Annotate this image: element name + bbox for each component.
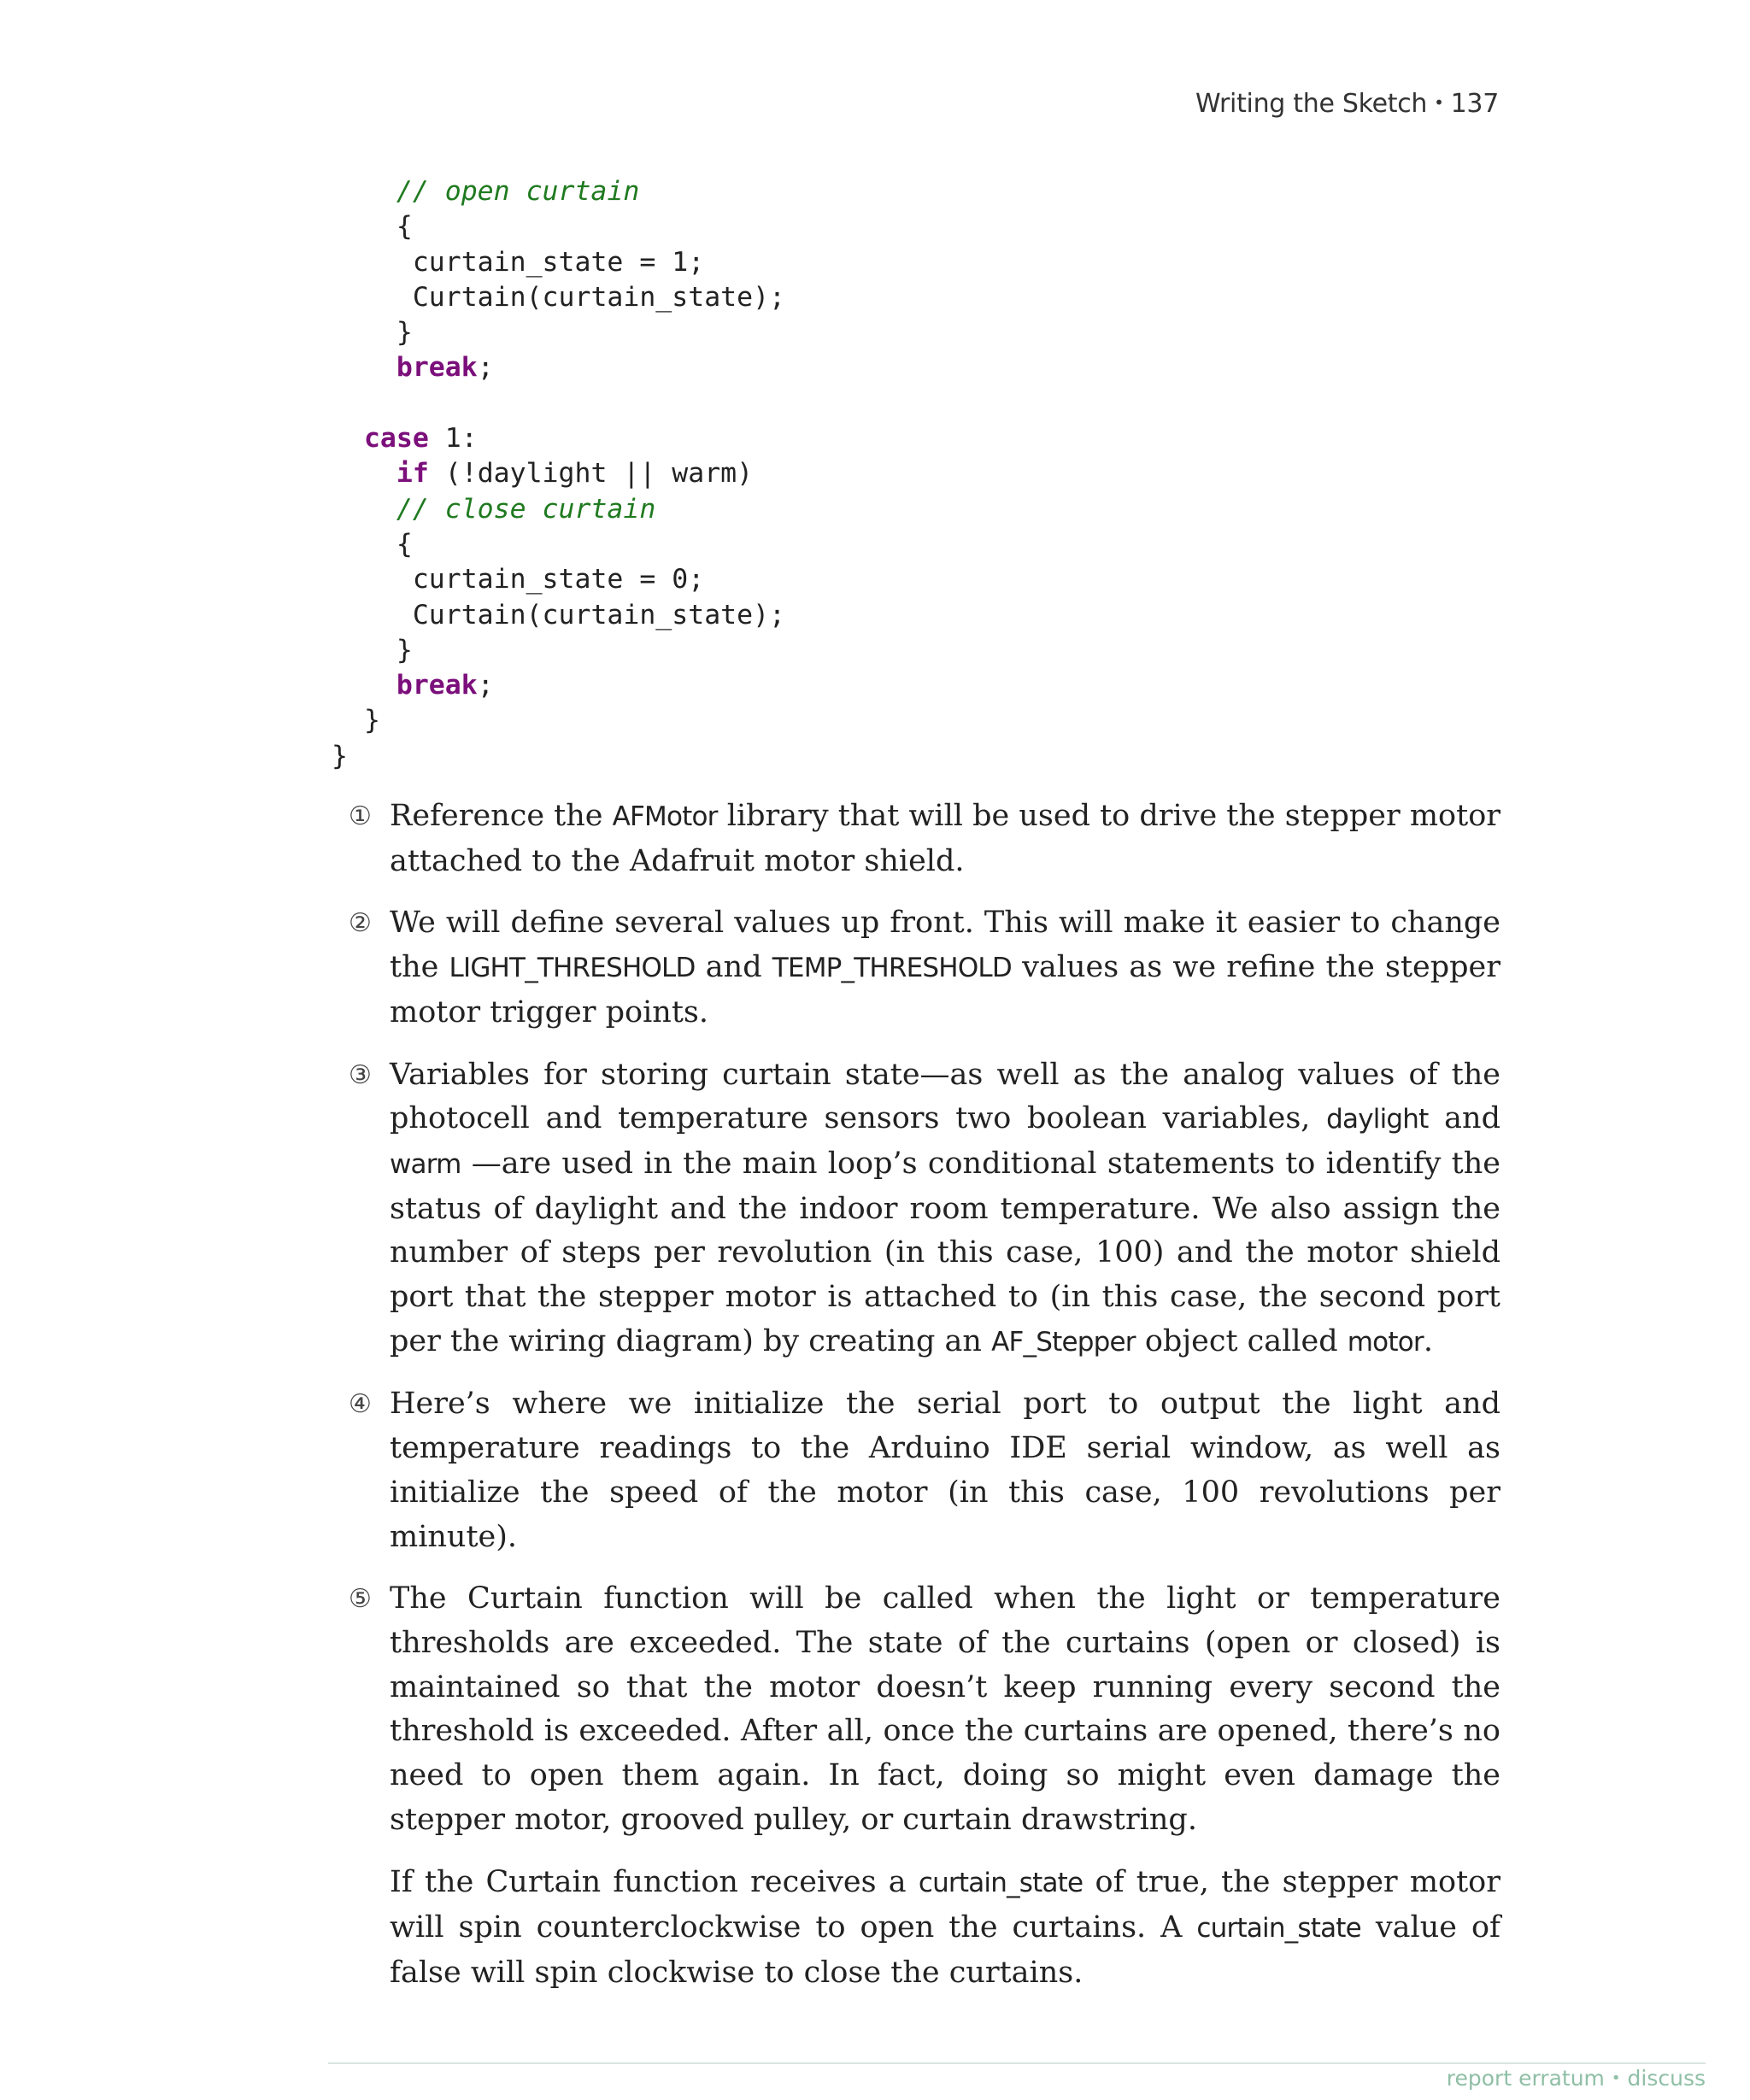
- annotation-text: If the Curtain function receives a: [390, 1865, 919, 1900]
- code-text: curtain_state = 0;: [412, 564, 705, 595]
- running-head: [1195, 89, 1499, 119]
- code-line: [332, 494, 655, 525]
- code-text: }: [396, 317, 413, 349]
- report-erratum-link[interactable]: report erratum: [1446, 2066, 1605, 2091]
- inline-code: warm: [390, 1148, 461, 1180]
- annotation-text: —are used in the main loop’s conditional statements to identify the status of daylight and the indoor room temperature. We also assign the number of steps per revolution (in this case, 100) and the motor shield port that the stepper motor is attached to (in this case, the second port per the wiring diagram) by creating an: [390, 1146, 1500, 1358]
- code-listing: [332, 174, 785, 774]
- code-keyword: break: [396, 352, 478, 384]
- annotation-item: [349, 795, 1500, 883]
- code-line: [332, 352, 494, 383]
- annotation-number: ④: [349, 1389, 372, 1420]
- annotation-item: [349, 1577, 1500, 1995]
- annotation-text: We will define several values up front. This will make it easier to change the: [390, 906, 1500, 985]
- footer-links: [1447, 2066, 1706, 2091]
- annotation-item: [349, 901, 1500, 1035]
- code-line: [332, 741, 348, 771]
- code-text: (!daylight || warm): [428, 458, 754, 490]
- footer-separator: •: [1611, 2069, 1621, 2087]
- footer-divider: [328, 2062, 1706, 2064]
- code-text: Curtain(curtain_state);: [412, 599, 786, 631]
- discuss-link[interactable]: discuss: [1627, 2066, 1706, 2091]
- annotation-text: and: [695, 950, 772, 985]
- annotation-text: library that will be used to drive the stepper motor attached to the Adafruit motor shield.: [390, 799, 1500, 878]
- code-keyword: if: [396, 458, 429, 490]
- code-text: {: [396, 211, 413, 243]
- code-line: [332, 635, 413, 666]
- annotation-text: Reference the: [390, 799, 613, 833]
- annotation-number: ②: [349, 908, 372, 939]
- annotation-paragraph: [390, 1053, 1500, 1365]
- annotation-paragraph: [390, 1577, 1500, 1842]
- code-text: }: [332, 740, 348, 771]
- code-text: curtain_state = 1;: [412, 246, 705, 278]
- annotation-paragraph: [390, 901, 1500, 1035]
- annotation-text: .: [1423, 1323, 1433, 1358]
- code-line: [332, 423, 478, 454]
- annotation-text: Variables for storing curtain state—as well as the analog values of the photocell and temperature sensors two boolean variables,: [390, 1057, 1500, 1136]
- inline-code: LIGHT_THRESHOLD: [449, 953, 696, 984]
- code-text: 1:: [428, 423, 478, 455]
- code-comment: // close curtain: [396, 493, 656, 525]
- inline-code: curtain_state: [918, 1868, 1083, 1899]
- code-line: [332, 670, 494, 701]
- annotation-number: ⑤: [349, 1584, 372, 1615]
- code-line: [332, 247, 704, 278]
- code-keyword: break: [396, 670, 478, 701]
- code-text: Curtain(curtain_state);: [412, 281, 786, 313]
- code-keyword: case: [363, 423, 429, 455]
- annotation-text: The Curtain function will be called when the light or temperature thresholds are exceeded. The state of the curtains (open or closed) is maintained so that the motor doesn’t keep running every second the threshold is exceeded. After all, once the curtains are opened, there’s no need to open them again. In fact, doing so might even damage the stepper motor, grooved pulley, or curtain drawstring.: [390, 1581, 1500, 1837]
- annotation-paragraph: [390, 1382, 1500, 1559]
- header-bullet: •: [1434, 92, 1444, 113]
- inline-code: AFMotor: [612, 801, 718, 832]
- code-text: ;: [477, 670, 494, 701]
- code-text: {: [396, 528, 413, 560]
- code-text: }: [396, 634, 413, 666]
- code-line: [332, 458, 753, 489]
- inline-code: curtain_state: [1196, 1913, 1361, 1945]
- code-text: ;: [477, 352, 494, 384]
- code-comment: // open curtain: [396, 176, 640, 207]
- annotation-text: value of false will spin clockwise to close the curtains.: [390, 1910, 1500, 1990]
- code-line: [332, 705, 380, 736]
- inline-code: daylight: [1326, 1104, 1429, 1135]
- annotation-paragraph: [390, 795, 1500, 883]
- inline-code: motor: [1347, 1326, 1424, 1358]
- annotation-text: object called: [1135, 1323, 1348, 1358]
- code-line: [332, 176, 639, 207]
- annotation-number: ③: [349, 1059, 372, 1090]
- section-title: Writing the Sketch: [1195, 89, 1428, 119]
- annotation-item: [349, 1382, 1500, 1559]
- page-number: 137: [1450, 89, 1499, 119]
- code-line: [332, 564, 704, 595]
- code-line: [332, 282, 785, 313]
- code-line: [332, 600, 785, 631]
- code-line: [332, 317, 413, 348]
- annotation-text: of true, the stepper motor will spin counterclockwise to open the curtains. A: [390, 1865, 1500, 1945]
- annotation-text: Here’s where we initialize the serial port to output the light and temperature readings to the Arduino IDE serial window, as well as initialize the speed of the motor (in this case, 100 revolutions per minute).: [390, 1387, 1500, 1554]
- annotation-text: values as we refine the stepper motor trigger points.: [390, 950, 1500, 1029]
- code-annotations: [349, 795, 1500, 2014]
- annotation-number: ①: [349, 801, 372, 831]
- code-text: }: [363, 705, 380, 736]
- code-line: [332, 529, 413, 560]
- annotation-item: [349, 1053, 1500, 1365]
- annotation-paragraph: [390, 1861, 1500, 1995]
- code-line: [332, 211, 413, 242]
- annotation-text: and: [1428, 1101, 1500, 1136]
- inline-code: TEMP_THRESHOLD: [772, 953, 1012, 984]
- inline-code: AF_Stepper: [991, 1326, 1136, 1358]
